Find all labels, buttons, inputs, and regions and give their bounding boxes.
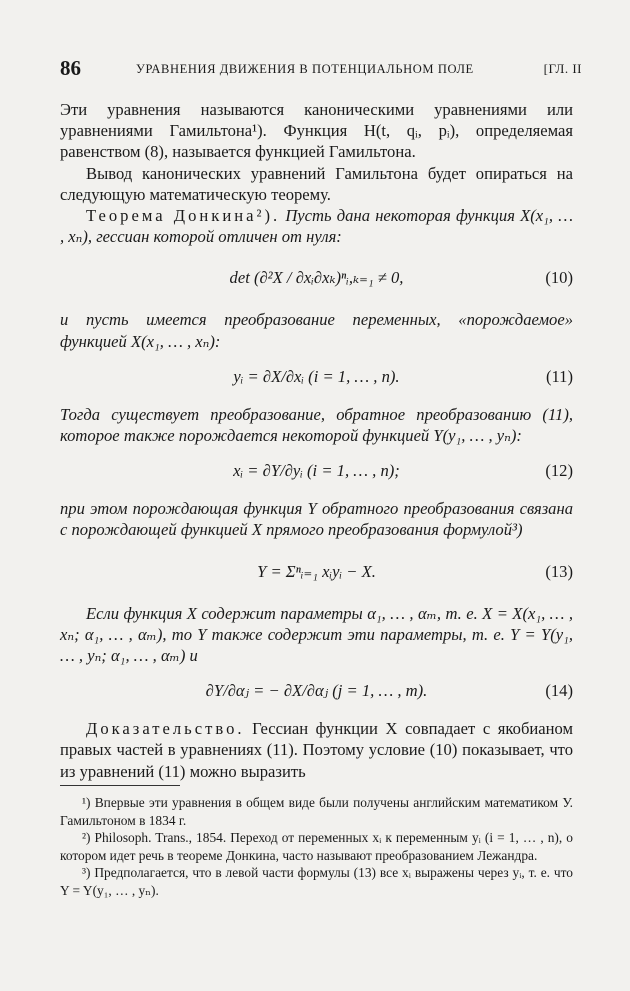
equation-13-number: (13)	[545, 561, 573, 581]
equation-10-formula: det (∂²X / ∂xᵢ∂xₖ)ⁿᵢ,ₖ₌₁ ≠ 0,	[229, 268, 404, 288]
paragraph-generating-function: при этом порождающая функция Y обратного преобразования связана с порождающей функцией X прямого преобразования формулой³)	[60, 499, 573, 540]
equation-10-number: (10)	[545, 268, 573, 288]
equation-11	[60, 354, 573, 402]
chapter-marker: [ГЛ. II	[543, 61, 582, 76]
proof-paragraph	[60, 718, 573, 782]
proof-text: Гессиан функции X совпадает с якобианом правых частей в уравнениях (11). Поэтому условие (10) показывает, что из уравнений (11) можно выразить	[60, 719, 573, 781]
page-number: 86	[60, 56, 81, 80]
equation-14-number: (14)	[545, 681, 573, 701]
paragraph-parameters: Если функция X содержит параметры α₁, … , αₘ, т. е. X = X(x₁, … , xₙ; α₁, … , αₘ), то Y также содержит эти параметры, т. е. Y = Y(y₁, … , yₙ; α₁, … , αₘ) и	[60, 603, 573, 666]
paragraph-transformation: и пусть имеется преобразование переменных, «порождаемое» функцией X(x₁, … , xₙ):	[60, 310, 573, 351]
paragraph-inverse: Тогда существует преобразование, обратное преобразованию (11), которое также порождается некоторой функцией Y(y₁, … , yₙ):	[60, 404, 573, 446]
equation-11-formula: yᵢ = ∂X/∂xᵢ (i = 1, … , n).	[233, 366, 400, 386]
running-title: УРАВНЕНИЯ ДВИЖЕНИЯ В ПОТЕНЦИАЛЬНОМ ПОЛЕ	[136, 62, 474, 76]
footnote-3: ³) Предполагается, что в левой части формулы (13) все xᵢ выражены через yᵢ, т. е. что Y = Y(y₁, … , yₙ).	[60, 865, 573, 898]
equation-13-formula: Y = Σⁿᵢ₌₁ xᵢyᵢ − X.	[257, 561, 376, 581]
equation-12-formula: xᵢ = ∂Y/∂yᵢ (i = 1, … , n);	[233, 461, 400, 481]
main-text	[60, 99, 573, 782]
proof-heading: Доказательство.	[86, 719, 245, 739]
equation-10	[60, 249, 573, 307]
theorem-paragraph	[60, 205, 573, 247]
equation-14-formula: ∂Y/∂αⱼ = − ∂X/∂αⱼ (j = 1, … , m).	[205, 681, 428, 701]
equation-13	[60, 543, 573, 601]
footnote-2: ²) Philosoph. Trans., 1854. Переход от переменных xᵢ к переменным yᵢ (i = 1, … , n), о котором идет речь в теореме Донкина, часто называют преобразованием Лежандра.	[60, 830, 573, 863]
running-header	[60, 56, 582, 84]
footnote-rule	[60, 785, 180, 786]
equation-12	[60, 448, 573, 496]
paragraph-canonical-equations: Эти уравнения называются каноническими уравнениями или уравнениями Гамильтона¹). Функция H(t, qᵢ, pᵢ), определяемая равенством (8), называется функцией Гамильтона.	[60, 100, 573, 162]
paragraph-derivation: Вывод канонических уравнений Гамильтона будет опираться на следующую математическую теорему.	[60, 163, 573, 204]
equation-14	[60, 668, 573, 716]
footnote-1: ¹) Впервые эти уравнения в общем виде были получены английским математиком У. Гамильтоном в 1834 г.	[60, 795, 573, 828]
footnotes	[60, 794, 573, 900]
theorem-statement: Пусть дана некоторая функция X(x₁, … , xₙ), гессиан которой отличен от нуля:	[60, 206, 574, 247]
theorem-heading: Теорема Донкина²).	[86, 206, 281, 226]
equation-11-number: (11)	[545, 366, 573, 386]
equation-12-number: (12)	[545, 461, 573, 481]
